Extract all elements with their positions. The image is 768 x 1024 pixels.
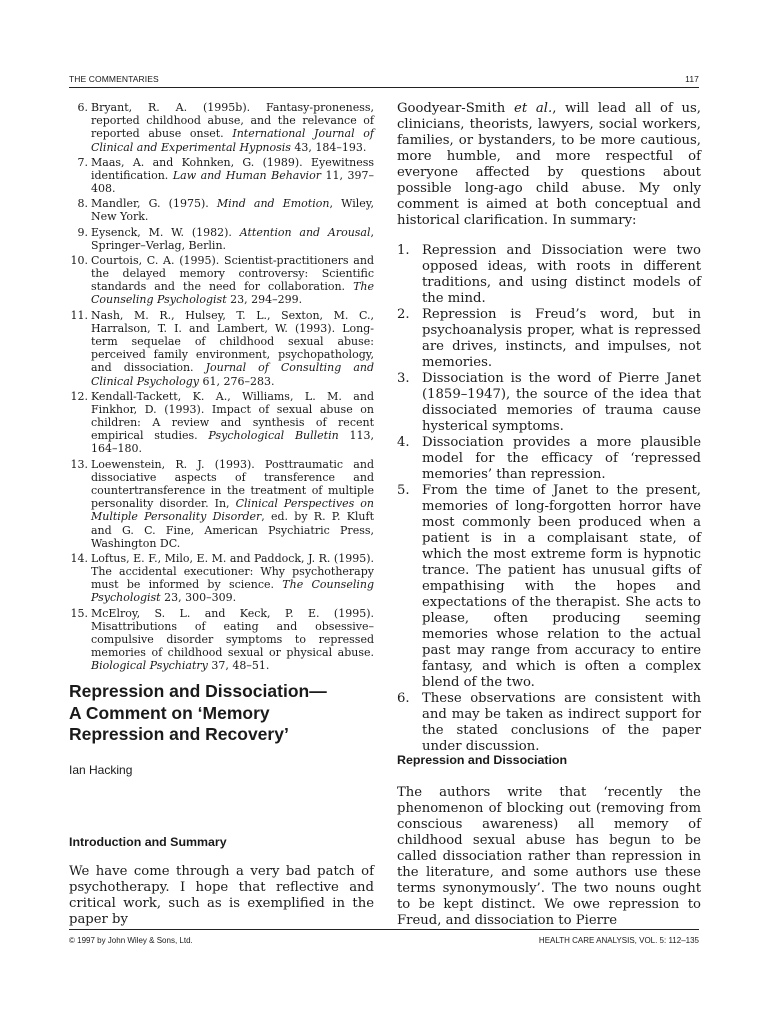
journal-citation: HEALTH CARE ANALYSIS, VOL. 5: 112–135	[538, 936, 699, 945]
reference-item	[69, 552, 374, 605]
reference-item	[69, 390, 374, 456]
text-run: McElroy, S. L. and Keck, P. E. (1995). Misattributions of eating and obsessive–compulsive disorder symptoms to repressed memories of childhood sexual or physical abuse.	[91, 606, 374, 660]
italic-text: The Counseling Psychologist	[91, 578, 374, 605]
repression-dissociation-heading: Repression and Dissociation	[397, 753, 568, 767]
title-line: Repression and Dissociation—	[69, 681, 327, 701]
summary-number: 5.	[397, 483, 410, 498]
reference-number: 13.	[70, 457, 88, 471]
reference-item	[69, 156, 374, 196]
text-run: 113, 164–180.	[91, 429, 374, 456]
summary-number: 2.	[397, 307, 410, 322]
text-run: Courtois, C. A. (1995). Scientist-practitioners and the delayed memory controversy: Scientific standards and the need for collaboration.	[91, 253, 374, 294]
intro-paragraph: We have come through a very bad patch of psychotherapy. I hope that reflective and critical work, such as is exemplified in the paper by	[69, 864, 374, 927]
text-run: Goodyear-Smith	[397, 101, 515, 116]
summary-point	[397, 371, 701, 435]
running-title: THE COMMENTARIES	[69, 74, 159, 84]
reference-number: 11.	[70, 308, 88, 322]
text-run: 37, 48–51.	[207, 659, 270, 673]
summary-text: Repression is Freud’s word, but in psychoanalysis proper, what is repressed are drives, instincts, and impulses, not memories.	[422, 307, 701, 370]
reference-number: 15.	[70, 606, 88, 620]
summary-point	[397, 243, 701, 307]
text-run: Mandler, G. (1975).	[91, 197, 217, 211]
reference-item	[69, 101, 374, 154]
summary-point	[397, 483, 701, 691]
summary-number: 6.	[397, 691, 410, 706]
italic-text: Law and Human Behavior	[172, 168, 321, 182]
repression-dissociation-paragraph: The authors write that ‘recently the phenomenon of blocking out (removing from conscious awareness) all memory of childhood sexual abuse has begun to be called dissociation rather than repression in the literature, and some authors use these terms synonymously’. The two nouns ought to be kept distinct. We owe repression to Freud, and dissociation to Pierre	[397, 785, 701, 928]
italic-text: Psychological Bulletin	[208, 429, 339, 443]
text-run: , will lead all of us, clinicians, theorists, lawyers, social workers, families, or bystanders, to be more cautious, more humble, and more respectful of everyone affected by questions about possible long-ago child abuse. My only comment is aimed at both conceptual and historical clarification. In summary:	[397, 101, 701, 228]
text-run: Maas, A. and Kohnken, G. (1989). Eyewitness identification.	[91, 155, 374, 182]
reference-item	[69, 254, 374, 307]
italic-text: et al.	[514, 101, 553, 116]
italic-text: Journal of Consulting and Clinical Psychology	[91, 361, 375, 388]
text-run: 11, 397–408.	[91, 168, 375, 196]
reference-item	[69, 309, 374, 388]
italic-text: Biological Psychiatry	[91, 659, 208, 673]
text-run: , Wiley, New York.	[91, 197, 374, 224]
text-run: Eysenck, M. W. (1982).	[91, 225, 240, 239]
running-header	[69, 74, 699, 88]
page-number: 117	[685, 74, 699, 84]
italic-text: Attention and Arousal	[239, 225, 371, 239]
italic-text: International Journal of Clinical and Experimental Hypnosis	[91, 127, 374, 154]
reference-item	[69, 458, 374, 550]
text-run: , Springer–Verlag, Berlin.	[91, 225, 375, 252]
summary-text: Repression and Dissociation were two opposed ideas, with roots in different traditions, and using distinct models of the mind.	[422, 243, 701, 306]
italic-text: The Counseling Psychologist	[91, 280, 374, 307]
summary-text: Dissociation provides a more plausible model for the efficacy of ‘repressed memories’ than repression.	[422, 435, 701, 482]
reference-number: 14.	[70, 551, 88, 565]
author-name: Ian Hacking	[69, 763, 133, 777]
reference-number: 7.	[77, 155, 88, 169]
italic-text: Mind and Emotion	[216, 197, 330, 211]
intro-continuation-paragraph	[397, 101, 701, 229]
page-footer	[69, 936, 699, 948]
copyright-notice: © 1997 by John Wiley & Sons, Ltd.	[69, 936, 193, 945]
title-line: A Comment on ‘Memory	[69, 702, 270, 723]
summary-point	[397, 435, 701, 483]
reference-item	[69, 197, 374, 223]
text-run: 23, 294–299.	[226, 293, 303, 307]
title-line: Repression and Recovery’	[69, 724, 289, 744]
summary-text: These observations are consistent with and may be taken as indirect support for the stated conclusions of the paper under discussion.	[422, 691, 701, 754]
text-run: Loftus, E. F., Milo, E. M. and Paddock, J. R. (1995). The accidental executioner: Why psychotherapy must be informed by science.	[91, 551, 374, 592]
summary-number: 4.	[397, 435, 410, 450]
text-run: 23, 300–309.	[160, 591, 237, 605]
reference-number: 9.	[77, 225, 88, 239]
summary-text: Dissociation is the word of Pierre Janet (1859–1947), the source of the idea that dissociated memories of trauma cause hysterical symptoms.	[422, 371, 701, 434]
header-rule	[69, 87, 699, 88]
reference-number: 6.	[77, 101, 88, 114]
text-run: 43, 184–193.	[290, 140, 367, 154]
reference-item	[69, 607, 374, 673]
summary-text: From the time of Janet to the present, memories of long-forgotten horror have most commonly been produced when a patient is in a complaisant state, of which the most extreme form is hypnotic trance. The patient has unusual gifts of empathising with the hopes and expectations of the therapist. She acts to please, often producing seeming memories whose relation to the actual past may range from accuracy to entire fantasy, and which is often a complex blend of the two.	[422, 483, 701, 690]
reference-item	[69, 226, 374, 252]
reference-number: 12.	[70, 389, 88, 403]
italic-text: Clinical Perspectives on Multiple Personality Disorder	[91, 497, 374, 524]
summary-list	[397, 243, 701, 755]
text-run: Kendall-Tackett, K. A., Williams, L. M. and Finkhor, D. (1993). Impact of sexual abuse on children: A review and synthesis of recent empirical studies.	[91, 389, 374, 443]
text-run: Loewenstein, R. J. (1993). Posttraumatic and dissociative aspects of transference and countertransference in the treatment of multiple personality disorder. In,	[91, 457, 374, 511]
summary-point	[397, 691, 701, 755]
text-run: Nash, M. R., Hulsey, T. L., Sexton, M. C., Harralson, T. I. and Lambert, W. (1993). Long-term sequelae of childhood sexual abuse: perceived family environment, psychopathology, and dissociation.	[91, 308, 374, 375]
summary-number: 1.	[397, 243, 410, 258]
reference-number: 10.	[70, 253, 88, 267]
text-run: 61, 276–283.	[199, 374, 275, 388]
reference-number: 8.	[77, 197, 88, 211]
summary-number: 3.	[397, 371, 410, 386]
reference-list	[69, 101, 374, 673]
text-run: , ed. by R. P. Kluft and G. C. Fine, American Psychiatric Press, Washington DC.	[91, 510, 375, 550]
right-column	[397, 101, 701, 755]
left-column	[69, 101, 374, 674]
footer-rule	[69, 929, 699, 930]
text-run: Bryant, R. A. (1995b). Fantasy-proneness, reported childhood abuse, and the relevance of reported abuse onset.	[91, 101, 374, 141]
intro-heading: Introduction and Summary	[69, 835, 227, 849]
summary-point	[397, 307, 701, 371]
article-title	[69, 681, 379, 746]
